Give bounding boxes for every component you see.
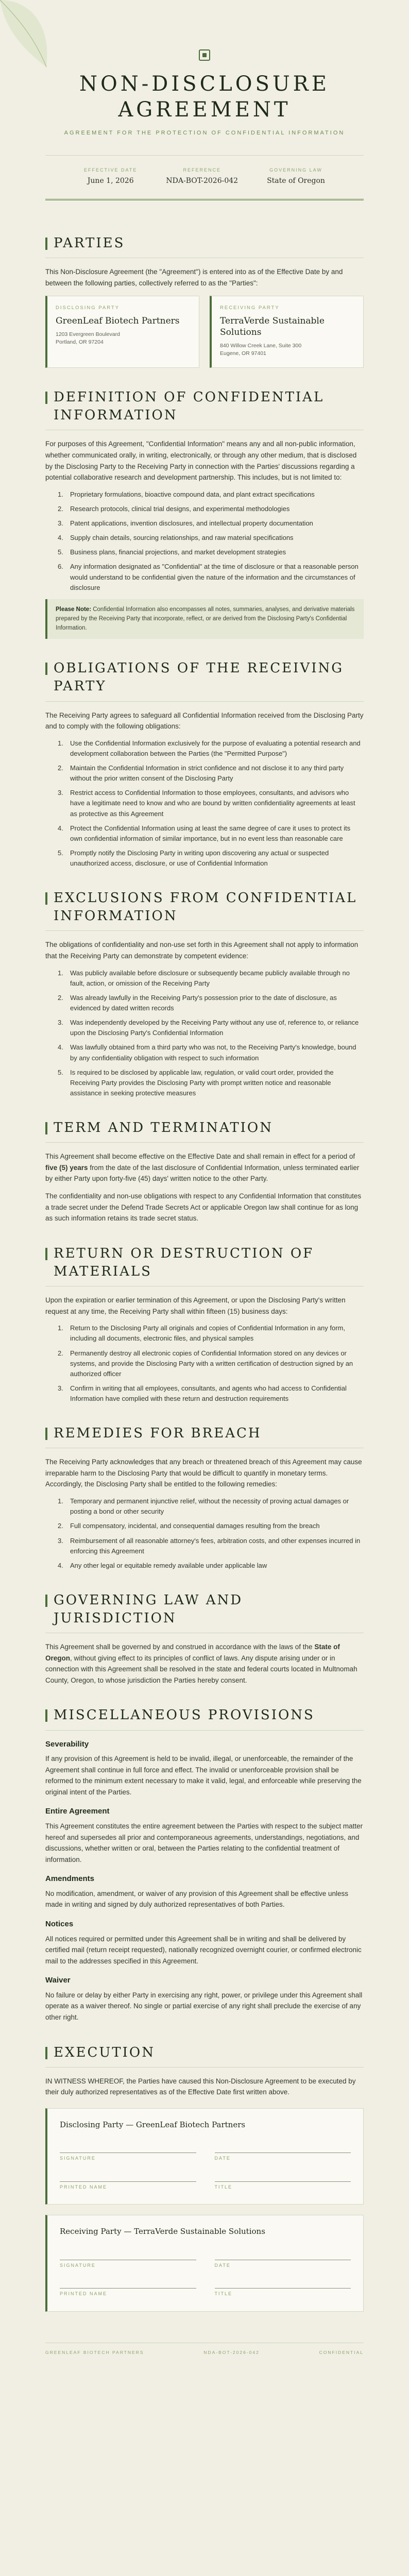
receiving-party-card — [210, 296, 364, 368]
list-item: Restrict access to Confidential Information to those employees, consultants, and advisors who have a legitimate need to know and who are bound by written confidentiality agreements at least as protective as this Agreement — [70, 789, 355, 818]
list-item: Was independently developed by the Receiving Party without any use of, reference to, or reliance upon the Disclosing Party's Confidential Information — [70, 1019, 359, 1037]
section-heading — [45, 234, 364, 258]
section-accent-bar — [45, 1428, 47, 1440]
signature-party-name: Disclosing Party — GreenLeaf Biotech Partners — [60, 2120, 246, 2129]
section-title: PARTIES — [54, 235, 125, 251]
printed-name-field[interactable] — [60, 2278, 196, 2298]
signature-field[interactable] — [60, 2143, 196, 2162]
list-item: Temporary and permanent injunctive relief, without the necessity of proving actual damages or posting a bond or other security — [70, 1497, 349, 1516]
section-accent-bar — [45, 238, 47, 250]
date-field[interactable] — [215, 2143, 351, 2162]
section-title: GOVERNING LAW AND JURISDICTION — [54, 1592, 243, 1626]
provision-heading: Severability — [45, 1739, 89, 1749]
meta-governing-law — [267, 167, 325, 187]
footer-center: NDA-BOT-2026-042 — [203, 2349, 260, 2355]
section-title: TERM AND TERMINATION — [54, 1120, 273, 1136]
parties-intro: This Non-Disclosure Agreement (the "Agreement") is entered into as of the Effective Date by and between the following parties, collectively referred to as the "Parties": — [45, 268, 343, 287]
term-paragraph-2: The confidentiality and non-use obligations with respect to any Confidential Information that constitutes a trade secret under the Defend Trade Secrets Act or applicable Oregon law shall continue for as long as such information retains its trade secret status. — [45, 1192, 362, 1223]
term-paragraph-1 — [45, 1151, 364, 1184]
section-obligations — [0, 659, 409, 869]
signature-field[interactable] — [60, 2250, 196, 2269]
title-field[interactable] — [215, 2278, 351, 2298]
section-accent-bar — [45, 2047, 47, 2059]
section-accent-bar — [45, 892, 47, 905]
section-parties — [0, 234, 409, 368]
date-field[interactable] — [215, 2250, 351, 2269]
party-name: GreenLeaf Biotech Partners — [56, 315, 180, 326]
section-exclusions — [0, 889, 409, 1098]
leaf-emblem-icon — [199, 49, 210, 61]
definition-note — [45, 599, 364, 639]
section-heading — [45, 1245, 364, 1286]
provision-text: No failure or delay by either Party in exercising any right, power, or privilege under this Agreement shall operate as a waiver thereof. No single or partial exercise of any right shall preclude the exercise of any other right. — [45, 1991, 363, 2021]
list-item: Is required to be disclosed by applicable law, regulation, or valid court order, provided the Receiving Party provides the Disclosing Party with prompt written notice and reasonable assistance in seeking protective measures — [70, 1068, 334, 1097]
section-heading — [45, 659, 364, 701]
provision-heading: Notices — [45, 1920, 74, 1929]
footer-left: GREENLEAF BIOTECH PARTNERS — [45, 2349, 144, 2355]
document-header — [0, 0, 409, 214]
signature-block-disclosing — [45, 2108, 364, 2205]
text-run: This Agreement shall become effective on the Effective Date and shall remain in effect for a period of — [45, 1153, 355, 1161]
provision-text: All notices required or permitted under this Agreement shall be in writing and shall be delivered by certified mail (return receipt requested), nationally recognized overnight courier, or confirmed electronic mail to the addresses specified in this Agreement. — [45, 1935, 362, 1965]
signature-line[interactable] — [60, 2143, 196, 2153]
signature-block-receiving — [45, 2215, 364, 2312]
remedies-intro: The Receiving Party acknowledges that any breach or threatened breach of this Agreement may cause irreparable harm to the Disclosing Party that would be difficult to quantify in monetary terms. Accordingly, the Disclosing Party shall be entitled to the following remedies: — [45, 1458, 362, 1488]
field-label: SIGNATURE — [60, 2262, 96, 2268]
obligations-list — [58, 738, 364, 869]
party-role: DISCLOSING PARTY — [56, 305, 120, 311]
list-item: Any information designated as "Confidential" at the time of disclosure or that a reasonable person would understand to be confidential given the nature of the information and the circumstances of disclosure — [70, 563, 359, 591]
section-title: EXCLUSIONS FROM CONFIDENTIAL INFORMATION — [54, 890, 357, 924]
section-heading — [45, 1119, 364, 1143]
exclusions-list — [58, 968, 364, 1099]
list-item: Was lawfully obtained from a third party who was not, to the Receiving Party's knowledge, bound by any confidentiality obligation with respect to such information — [70, 1043, 356, 1062]
meta-effective-date — [84, 167, 137, 187]
footer-right: CONFIDENTIAL — [319, 2349, 364, 2355]
list-item: Return to the Disclosing Party all originals and copies of Confidential Information in any form, including all documents, electronic files, and physical samples — [70, 1324, 345, 1343]
field-label: TITLE — [214, 2184, 233, 2190]
section-title: RETURN OR DESTRUCTION OF MATERIALS — [54, 1245, 314, 1279]
list-item: Proprietary formulations, bioactive compound data, and plant extract specifications — [70, 490, 315, 498]
party-role: RECEIVING PARTY — [220, 305, 280, 311]
section-definition — [0, 388, 409, 639]
meta-value: NDA-BOT-2026-042 — [166, 177, 238, 185]
document-subtitle: AGREEMENT FOR THE PROTECTION OF CONFIDENTIAL INFORMATION — [64, 130, 345, 136]
meta-value: June 1, 2026 — [87, 177, 134, 185]
section-title: DEFINITION OF CONFIDENTIAL INFORMATION — [54, 389, 325, 423]
document-title: NON-DISCLOSURE AGREEMENT — [79, 72, 330, 122]
governing-paragraph — [45, 1641, 364, 1686]
note-label: Please Note: — [56, 606, 92, 613]
signature-row — [60, 2250, 351, 2269]
term-duration: five (5) years — [45, 1163, 88, 1172]
signature-row — [60, 2278, 351, 2298]
section-execution — [0, 2044, 409, 2312]
meta-value: State of Oregon — [267, 177, 325, 185]
meta-reference — [166, 167, 238, 187]
list-item: Confirm in writing that all employees, consultants, and agents who had access to Confidential Information have complied with these return and destruction requirements — [70, 1384, 347, 1403]
list-item: Any other legal or equitable remedy available under applicable law — [70, 1561, 267, 1569]
section-term — [0, 1119, 409, 1224]
section-accent-bar — [45, 392, 47, 404]
list-item: Research protocols, clinical trial designs, and experimental methodologies — [70, 504, 290, 513]
section-heading — [45, 388, 364, 430]
section-miscellaneous — [0, 1706, 409, 2023]
signature-line[interactable] — [215, 2250, 351, 2260]
meta-label: GOVERNING LAW — [269, 167, 322, 173]
section-accent-bar — [45, 1122, 47, 1134]
note-text: Confidential Information also encompasses all notes, summaries, analyses, and derivative materials prepared by the Receiving Party that incorporate, reflect, or are derived from the Disclosing Party's Confidential Information. — [56, 606, 355, 631]
signature-row — [60, 2172, 351, 2191]
section-heading — [45, 1591, 364, 1633]
section-governing-law — [0, 1591, 409, 1686]
party-name: TerraVerde Sustainable Solutions — [220, 315, 325, 337]
text-run: from the date of the last disclosure of Confidential Information, unless terminated earlier by either Party upon forty-five (45) days' written notice to the other Party. — [45, 1163, 360, 1183]
list-item: Protect the Confidential Information using at least the same degree of care it uses to protect its own confidential information of similar importance, but in no event less than reasonable care — [70, 824, 351, 842]
signature-line[interactable] — [60, 2278, 196, 2289]
section-title: REMEDIES FOR BREACH — [54, 1426, 262, 1442]
section-heading — [45, 889, 364, 931]
title-field[interactable] — [215, 2172, 351, 2191]
obligations-intro: The Receiving Party agrees to safeguard all Confidential Information received from the Disclosing Party and to comply with the following obligations: — [45, 711, 364, 731]
section-accent-bar — [45, 663, 47, 675]
list-item: Was already lawfully in the Receiving Party's possession prior to the date of disclosure, as evidenced by dated written records — [70, 993, 337, 1012]
printed-name-field[interactable] — [60, 2172, 196, 2191]
section-title: OBLIGATIONS OF THE RECEIVING PARTY — [54, 660, 344, 694]
provision-text: If any provision of this Agreement is held to be invalid, illegal, or unenforceable, the remainder of the Agreement shall continue in full force and effect. The invalid or unenforceable provision shall be reformed to the minimum extent necessary to make it valid, legal, and enforceable while preserving the original intent of the Parties. — [45, 1755, 362, 1796]
party-address-line: Portland, OR 97204 — [56, 339, 104, 346]
section-title: EXECUTION — [54, 2044, 155, 2060]
signature-line[interactable] — [215, 2172, 351, 2182]
signature-line[interactable] — [60, 2250, 196, 2260]
list-item: Use the Confidential Information exclusively for the purpose of evaluating a potential research and development collaboration between the Parties (the "Permitted Purpose") — [70, 739, 361, 757]
section-heading — [45, 2044, 364, 2067]
field-label: DATE — [214, 2262, 231, 2268]
list-item: Promptly notify the Disclosing Party in writing upon discovering any actual or suspected unauthorized access, disclosure, or use of Confidential Information — [70, 849, 329, 868]
leaf-ornament-top-left — [0, 0, 57, 72]
field-label: PRINTED NAME — [60, 2291, 108, 2297]
field-label: TITLE — [214, 2291, 233, 2297]
list-item: Reimbursement of all reasonable attorney's fees, arbitration costs, and other expenses incurred in enforcing this Agreement — [70, 1536, 361, 1555]
party-address-line: 1203 Evergreen Boulevard — [56, 331, 120, 337]
field-label: SIGNATURE — [60, 2156, 96, 2161]
meta-row — [45, 155, 364, 187]
remedies-list — [58, 1496, 364, 1571]
party-address-line: Eugene, OR 97401 — [220, 350, 266, 357]
provision-heading: Amendments — [45, 1874, 95, 1884]
provision-text: No modification, amendment, or waiver of any provision of this Agreement shall be effective unless made in writing and signed by duly authorized representatives of both Parties. — [45, 1889, 349, 1909]
provision-text: This Agreement constitutes the entire agreement between the Parties with respect to the subject matter hereof and supersedes all prior and contemporaneous agreements, understandings, negotiations, and discussions, whether written or oral, between the Parties relating to the confidential treatment of information. — [45, 1822, 363, 1863]
section-heading — [45, 1425, 364, 1448]
list-item: Permanently destroy all electronic copies of Confidential Information stored on any devices or systems, and provide the Disclosing Party with a written certification of destruction signed by an authorized officer — [70, 1349, 353, 1378]
section-accent-bar — [45, 1709, 47, 1722]
definition-intro: For purposes of this Agreement, "Confidential Information" means any and all non-public information, whether communicated orally, in writing, electronically, or through any other medium, that is disclosed by the Disclosing Party to the Receiving Party in connection with the Parties' discussions regarding a potential collaborative research and development partnership. This includes, but is not limited to: — [45, 440, 357, 482]
text-run: , without giving effect to its principles of conflict of laws. Any dispute arising under or in connection with this Agreement shall be resolved in the state and federal courts located in Multnomah County, Oregon, to whose jurisdiction the Parties hereby consent. — [45, 1654, 357, 1684]
list-item: Patent applications, invention disclosures, and intellectual property documentation — [70, 519, 313, 528]
list-item: Supply chain details, sourcing relationships, and raw material specifications — [70, 534, 294, 542]
field-label: PRINTED NAME — [60, 2184, 108, 2190]
section-accent-bar — [45, 1248, 47, 1260]
provision-heading: Entire Agreement — [45, 1807, 110, 1816]
definition-list — [58, 489, 364, 593]
parties-cards — [45, 296, 364, 368]
text-run: This Agreement shall be governed by and construed in accordance with the laws of the — [45, 1643, 315, 1651]
list-item: Was publicly available before disclosure or subsequently became publicly available through no fault, action, or omission of the Receiving Party — [70, 969, 350, 987]
section-title: MISCELLANEOUS PROVISIONS — [54, 1707, 315, 1723]
signature-line[interactable] — [60, 2172, 196, 2182]
header-divider — [45, 199, 364, 200]
document-footer — [45, 2343, 364, 2356]
section-remedies — [0, 1425, 409, 1571]
signature-line[interactable] — [215, 2143, 351, 2153]
governing-state: State of Oregon — [45, 1643, 340, 1662]
provision-heading: Waiver — [45, 1976, 71, 1985]
section-heading — [45, 1706, 364, 1730]
meta-label: EFFECTIVE DATE — [84, 167, 138, 173]
return-list — [58, 1323, 364, 1404]
party-address-line: 840 Willow Creek Lane, Suite 300 — [220, 342, 302, 349]
list-item: Full compensatory, incidental, and consequential damages resulting from the breach — [70, 1522, 320, 1530]
signature-party-name: Receiving Party — TerraVerde Sustainable Solutions — [60, 2227, 265, 2236]
section-accent-bar — [45, 1595, 47, 1607]
signature-row — [60, 2143, 351, 2162]
meta-label: REFERENCE — [183, 167, 221, 173]
execution-intro: IN WITNESS WHEREOF, the Parties have caused this Non-Disclosure Agreement to be executed by their duly authorized representatives as of the Effective Date first written above. — [45, 2077, 356, 2096]
signature-line[interactable] — [215, 2278, 351, 2289]
return-intro: Upon the expiration or earlier termination of this Agreement, or upon the Disclosing Party's written request at any time, the Receiving Party shall within fifteen (15) business days: — [45, 1296, 346, 1315]
list-item: Maintain the Confidential Information in strict confidence and not disclose it to any third party without the prior written consent of the Disclosing Party — [70, 764, 344, 783]
disclosing-party-card — [45, 296, 199, 368]
list-item: Business plans, financial projections, and market development strategies — [70, 548, 286, 556]
exclusions-intro: The obligations of confidentiality and non-use set forth in this Agreement shall not apply to information that the Receiving Party can demonstrate by competent evidence: — [45, 941, 359, 960]
section-return — [0, 1245, 409, 1404]
field-label: DATE — [214, 2156, 231, 2161]
